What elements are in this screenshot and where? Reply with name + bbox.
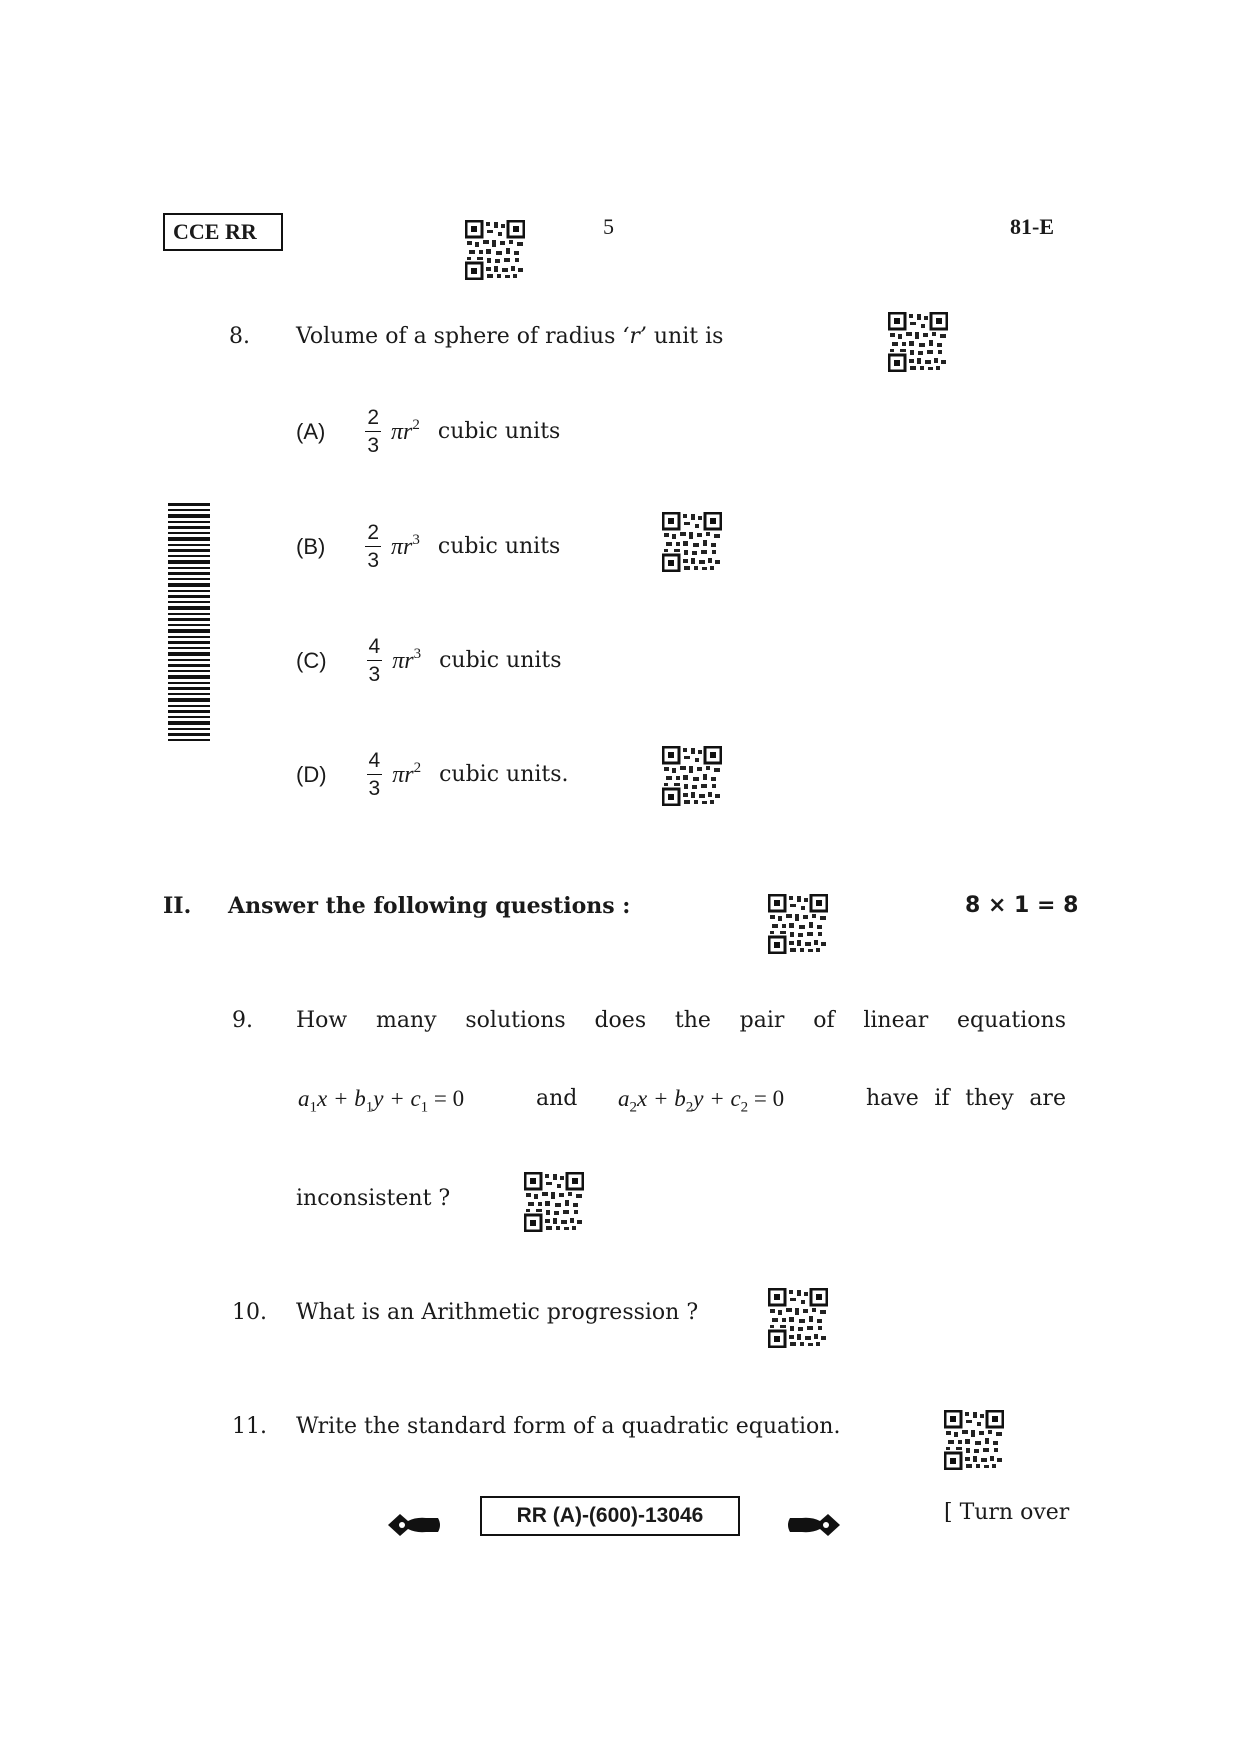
option-expression (391, 417, 420, 446)
question-line-1 (296, 1008, 1066, 1033)
qr-code-icon (768, 1288, 828, 1348)
option-c (296, 636, 562, 685)
fraction-denominator: 3 (367, 549, 380, 572)
option-label: (C) (296, 647, 327, 673)
question-line-2 (296, 1086, 1066, 1126)
word: the (674, 1008, 711, 1033)
word: solutions (465, 1008, 566, 1033)
qr-code-icon (944, 1410, 1004, 1470)
question-text-after: unit is (646, 324, 724, 349)
qr-code-icon (888, 312, 948, 372)
expression-exponent: 3 (413, 646, 422, 662)
fraction-denominator: 3 (368, 777, 381, 800)
option-expression (392, 760, 421, 789)
expression-base: πr (392, 648, 414, 674)
page-number: 5 (603, 214, 614, 239)
equation-2: $a_2x + b_2y + c_2 = 0$ (618, 1086, 785, 1116)
expression-base: πr (392, 762, 414, 788)
question-text: What is an Arithmetic progression ? (296, 1300, 699, 1325)
fraction-denominator: 3 (367, 434, 380, 457)
section-number: II. (163, 893, 192, 919)
question-number: 11. (232, 1414, 267, 1439)
expression-exponent: 2 (413, 760, 422, 776)
word: pair (739, 1008, 785, 1033)
qr-code-icon (524, 1172, 584, 1232)
option-a (296, 407, 560, 456)
word: if (934, 1086, 950, 1111)
section-marks: 8 × 1 = 8 (965, 893, 1079, 918)
option-expression (392, 646, 421, 675)
question-line-3: inconsistent ? (296, 1186, 451, 1211)
equation-1: $a_1x + b_1y + c_1 = 0$ (298, 1086, 465, 1116)
turn-over-label: [ Turn over (944, 1500, 1070, 1525)
fraction-numerator: 4 (367, 750, 383, 775)
option-d (296, 750, 569, 799)
fraction-numerator: 2 (365, 407, 381, 432)
option-expression (391, 532, 420, 561)
fraction (367, 750, 383, 799)
word: of (813, 1008, 835, 1033)
question-number: 9. (232, 1008, 253, 1033)
word-and: and (536, 1086, 578, 1111)
fraction-numerator: 2 (365, 522, 381, 547)
question-number: 8. (229, 324, 250, 349)
fraction-numerator: 4 (367, 636, 383, 661)
section-title: Answer the following questions : (228, 893, 631, 919)
expression-exponent: 3 (412, 532, 420, 548)
word: How (296, 1008, 348, 1033)
question-text (296, 324, 723, 349)
question-variable: ‘r’ (622, 324, 647, 349)
option-unit: cubic units. (439, 762, 569, 787)
option-b (296, 522, 560, 571)
booklet-code: RR (A)-(600)-13046 (480, 1496, 740, 1536)
option-unit: cubic units (437, 419, 561, 444)
qr-code-icon (662, 512, 722, 572)
word: linear (863, 1008, 929, 1033)
qr-code-icon (465, 220, 525, 280)
word: have (866, 1086, 919, 1111)
paper-code: 81-E (1010, 214, 1054, 239)
qr-code-icon (768, 894, 828, 954)
option-unit: cubic units (439, 648, 562, 673)
expression-base: πr (391, 419, 413, 445)
question-text: Write the standard form of a quadratic equation. (296, 1414, 841, 1439)
expression-base: πr (391, 534, 413, 560)
line-2-tail (866, 1086, 1066, 1111)
qr-code-icon (662, 746, 722, 806)
word: many (376, 1008, 437, 1033)
option-label: (A) (296, 418, 326, 444)
word: does (594, 1008, 647, 1033)
series-label: CCE RR (163, 213, 283, 251)
fraction (365, 522, 381, 571)
barcode-icon (168, 503, 210, 741)
fraction (367, 636, 383, 685)
word: they (965, 1086, 1014, 1111)
option-unit: cubic units (437, 534, 561, 559)
expression-exponent: 2 (412, 417, 420, 433)
fraction (365, 407, 381, 456)
fraction-denominator: 3 (368, 663, 381, 686)
ornament-right-icon (784, 1508, 842, 1542)
option-label: (D) (296, 761, 327, 787)
ornament-left-icon (386, 1508, 444, 1542)
word: are (1029, 1086, 1066, 1111)
option-label: (B) (296, 533, 326, 559)
question-text-before: Volume of a sphere of radius (296, 324, 623, 349)
question-number: 10. (232, 1300, 267, 1325)
word: equations (957, 1008, 1066, 1033)
